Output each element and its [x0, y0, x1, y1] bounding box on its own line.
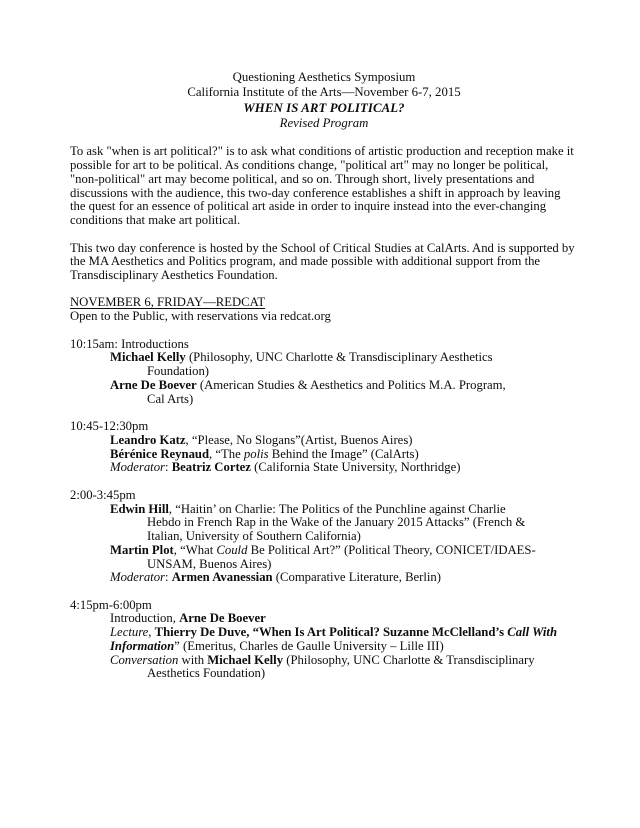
institution-and-dates: California Institute of the Arts—November 6-7, 2015: [187, 85, 461, 100]
conversation-label: Conversation: [110, 652, 179, 667]
speaker-detail-continued: Aesthetics Foundation): [147, 666, 266, 681]
lecture-label: Lecture: [110, 625, 149, 640]
talk-title-emphasis: polis: [243, 446, 269, 461]
speaker-detail: , “Please, No Slogans”(Artist, Buenos Aires): [185, 432, 413, 447]
spacer-before-schedule: [70, 324, 578, 338]
talk-title-post: Behind the Image” (CalArts): [268, 446, 419, 461]
intro-paragraph-1: To ask "when is art political?" is to ask what conditions of artistic production and reception make it possible for art to be political. As conditions change, "political art" may no longer be political, "non-political" art may become political, and so on. Through short, lively presentations and discussions with the audience, this two-day conference establishes a shift in approach by leaving the quest for an essence of political art aside in order to inquire instead into the ever-changing conditions that make art political.: [70, 144, 574, 228]
talk-title: , “Haitin’ on Charlie: The Politics of the Punchline against Charlie: [168, 501, 506, 516]
introduction-label: Introduction,: [110, 611, 180, 626]
lecture-separator: ,: [148, 625, 155, 640]
speaker-name: Bérénice Reynaud: [110, 446, 210, 461]
speaker-name: Arne De Boever: [179, 611, 266, 626]
symposium-title: Questioning Aesthetics Symposium: [232, 70, 416, 84]
moderator-name: Armen Avanessian: [171, 570, 273, 585]
speaker-detail: (Philosophy, UNC Charlotte & Transdisciplinary Aesthetics: [185, 350, 493, 365]
program-subtitle: Revised Program: [279, 116, 369, 131]
speaker-name: Martin Plot: [110, 542, 174, 557]
lecture-affiliation: ” (Emeritus, Charles de Gaulle University – Lille III): [174, 638, 444, 653]
session-entry-introduction: [70, 612, 578, 626]
day-note: Open to the Public, with reservations via redcat.org: [70, 309, 331, 324]
session-entry: [70, 379, 578, 407]
session-entry-conversation: [70, 654, 578, 682]
speaker-name: Arne De Boever: [110, 377, 197, 392]
spacer-between-sessions: [70, 585, 578, 599]
session-block: [70, 420, 578, 475]
session-block: [70, 338, 578, 407]
main-title: WHEN IS ART POLITICAL?: [243, 100, 405, 115]
day-heading: NOVEMBER 6, FRIDAY—REDCAT: [70, 295, 266, 310]
talk-title-continued-2: Italian, University of Southern California): [147, 529, 361, 543]
spacer-between-sessions: [70, 475, 578, 489]
talk-title-continued: UNSAM, Buenos Aires): [147, 556, 272, 571]
speaker-detail-continued: Foundation): [147, 364, 210, 379]
session-time: 10:45-12:30pm: [70, 419, 149, 434]
lecture-work-title: Call With Information: [110, 625, 558, 653]
speaker-detail-continued: Cal Arts): [147, 391, 194, 406]
speaker-name: Michael Kelly: [207, 652, 284, 667]
speaker-name: Edwin Hill: [110, 501, 169, 516]
document-header: [70, 70, 578, 132]
session-entry: [70, 434, 578, 448]
talk-title-continued: Hebdo in French Rap in the Wake of the January 2015 Attacks” (French &: [147, 515, 526, 530]
session-time: 4:15pm-6:00pm: [70, 597, 152, 612]
conversation-separator: with: [178, 652, 208, 667]
moderator-colon: :: [164, 460, 172, 475]
spacer-between-sessions: [70, 406, 578, 420]
session-entry-lecture: [70, 626, 578, 654]
session-entry: [70, 544, 578, 572]
spacer-before-day-heading: [70, 283, 578, 297]
session-block: [70, 489, 578, 585]
speaker-detail: (Philosophy, UNC Charlotte & Transdisciplinary: [283, 652, 535, 667]
moderator-colon: :: [164, 570, 172, 585]
session-time: 2:00-3:45pm: [70, 487, 136, 502]
lecturer-name-and-title: Thierry De Duve, “When Is Art Political? Suzanne McClelland’s: [154, 625, 508, 640]
speaker-name: Michael Kelly: [110, 350, 186, 365]
moderator-label: Moderator: [110, 460, 165, 475]
moderator-detail: (California State University, Northridge): [250, 460, 461, 475]
talk-title-emphasis: Could: [216, 542, 248, 557]
session-entry: [70, 503, 578, 544]
talk-title-pre: , “What: [173, 542, 217, 557]
spacer-between-paragraphs: [70, 228, 578, 242]
session-entry-moderator: [70, 571, 578, 585]
speaker-name: Leandro Katz: [110, 432, 186, 447]
intro-paragraph-2: This two day conference is hosted by the School of Critical Studies at CalArts. And is supported by the MA Aesthetics and Politics program, and made possible with additional support from the Transdisciplinary Aesthetics Foundation.: [70, 240, 575, 282]
spacer-after-header: [70, 132, 578, 146]
session-block: [70, 599, 578, 682]
moderator-name: Beatriz Cortez: [171, 460, 251, 475]
speaker-detail: (American Studies & Aesthetics and Politics M.A. Program,: [196, 377, 506, 392]
talk-title-post: Be Political Art?” (Political Theory, CONICET/IDAES-: [247, 542, 536, 557]
moderator-label: Moderator: [110, 570, 165, 585]
session-entry: [70, 351, 578, 379]
talk-title-pre: , “The: [209, 446, 244, 461]
moderator-detail: (Comparative Literature, Berlin): [272, 570, 442, 585]
session-entry: [70, 448, 578, 462]
session-time: 10:15am: Introductions: [70, 336, 189, 351]
session-entry-moderator: [70, 461, 578, 475]
